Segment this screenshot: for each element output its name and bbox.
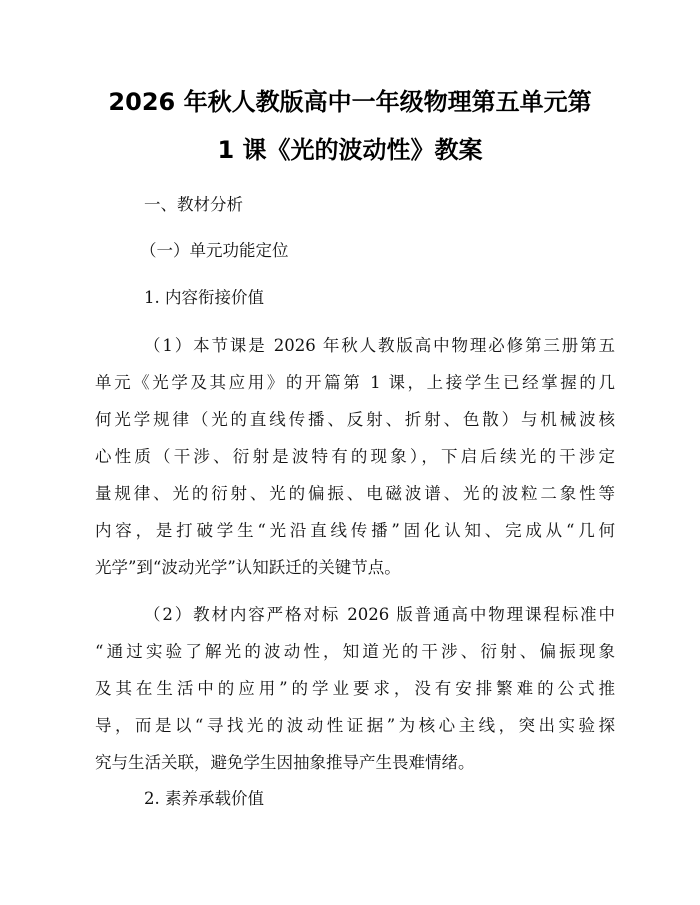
paragraph-line: 光学”到“波动光学”认知跃迁的关键节点。	[95, 558, 401, 577]
item-heading: 2. 素养承载价值	[144, 789, 264, 808]
paragraph-line: 内容，是打破学生“光沿直线传播”固化认知、完成从“几何	[95, 521, 615, 540]
paragraph-content-connection	[95, 327, 615, 586]
item-heading: 1. 内容衔接价值	[144, 288, 264, 307]
paragraph-line: 单元《光学及其应用》的开篇第 1 课，上接学生已经掌握的几	[95, 373, 615, 392]
paragraph-line: 导，而是以“寻找光的波动性证据”为核心主线，突出实验探	[95, 716, 615, 735]
paragraph-line: （1）本节课是 2026 年秋人教版高中物理必修第三册第五	[144, 336, 615, 355]
subsection-heading: （一）单元功能定位	[140, 241, 289, 260]
paragraph-curriculum-alignment	[95, 596, 615, 781]
paragraph-line: 及其在生活中的应用”的学业要求，没有安排繁难的公式推	[95, 679, 615, 698]
paragraph-line: 心性质（干涉、衍射是波特有的现象），下启后续光的干涉定	[95, 447, 615, 466]
section-heading: 一、教材分析	[144, 195, 243, 214]
paragraph-line: （2）教材内容严格对标 2026 版普通高中物理课程标准中	[144, 605, 615, 624]
paragraph-line: 何光学规律（光的直线传播、反射、折射、色散）与机械波核	[95, 410, 615, 429]
document-title-line-1: 2026 年秋人教版高中一年级物理第五单元第	[108, 88, 592, 116]
paragraph-line: 量规律、光的衍射、光的偏振、电磁波谱、光的波粒二象性等	[95, 484, 615, 503]
paragraph-line: “通过实验了解光的波动性，知道光的干涉、衍射、偏振现象	[95, 642, 615, 661]
document-title-line-2: 1 课《光的波动性》教案	[217, 136, 483, 164]
paragraph-line: 究与生活关联，避免学生因抽象推导产生畏难情绪。	[95, 753, 475, 772]
